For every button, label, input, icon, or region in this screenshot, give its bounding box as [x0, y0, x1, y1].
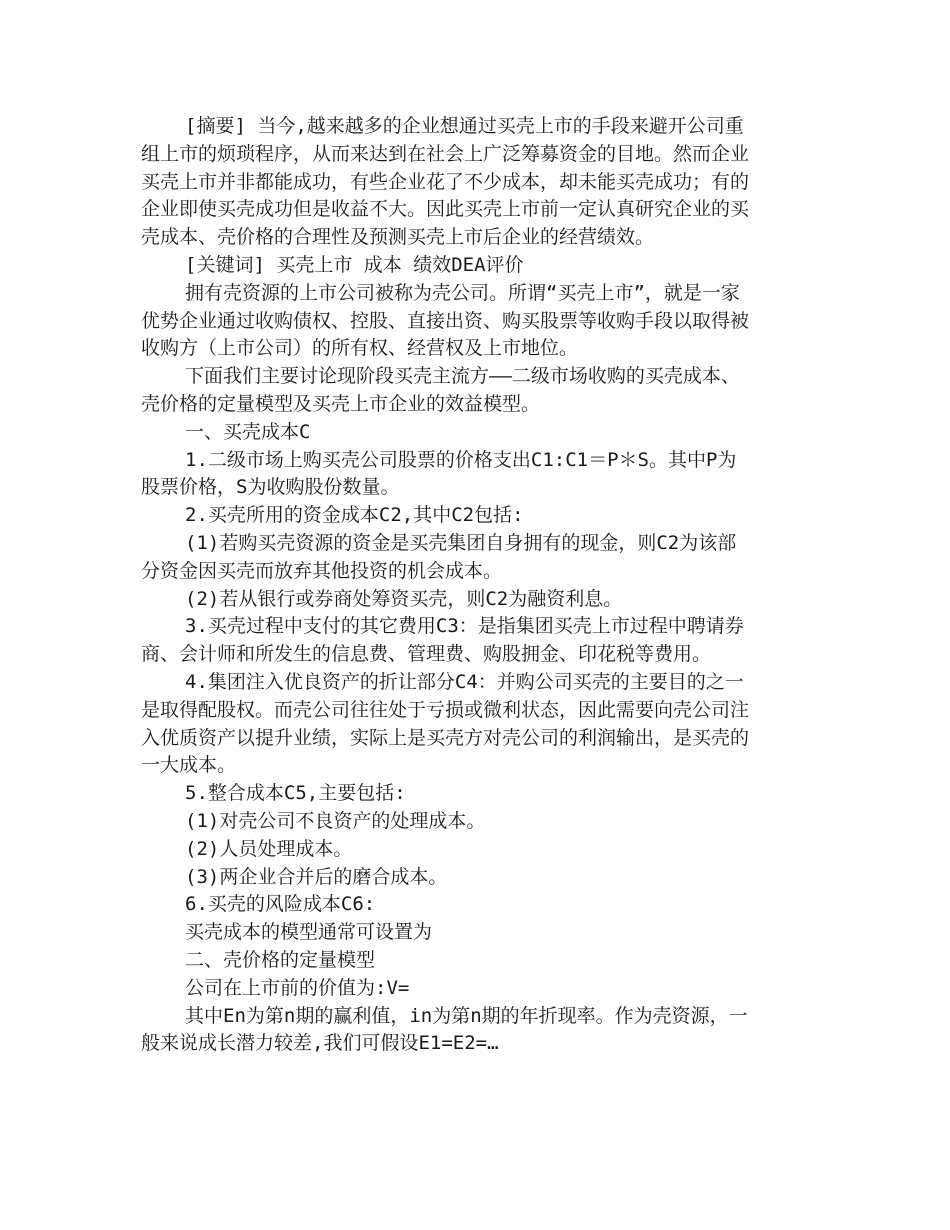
cost-item-c1: 1.二级市场上购买壳公司股票的价格支出C1:C1＝P＊S。其中P为股票价格，S为收购股份数量。: [141, 448, 737, 499]
discussion-paragraph: 下面我们主要讨论现阶段买壳主流方——二级市场收购的买壳成本、壳价格的定量模型及买壳上市企业的效益模型。: [141, 365, 740, 415]
cost-model-line: 买壳成本的模型通常可设置为: [185, 921, 433, 944]
cost-item-c5-sub2: (2)人员处理成本。: [185, 837, 353, 860]
cost-item-c5-sub1: (1)对壳公司不良资产的处理成本。: [185, 809, 486, 832]
section-heading-cost: 一、买壳成本C: [185, 420, 311, 443]
cost-item-c3: 3.买壳过程中支付的其它费用C3：是指集团买壳上市过程中聘请券商、会计师和所发生的信息费、管理费、购股拥金、印花税等费用。: [141, 615, 744, 666]
cost-item-c2-sub2: (2)若从银行或券商处筹资买壳，则C2为融资利息。: [185, 587, 623, 610]
document-body: [141, 113, 751, 1058]
keywords-paragraph: [关键词] 买壳上市 成本 绩效DEA评价: [185, 253, 524, 276]
valuation-line: 公司在上市前的价值为:V=: [185, 976, 410, 999]
valuation-explanation: 其中En为第n期的赢利值，in为第n期的年折现率。作为壳资源，一般来说成长潜力较差,我们可假设E1=E2=…: [141, 1004, 748, 1055]
abstract-paragraph: [摘要] 当今,越来越多的企业想通过买壳上市的手段来避开公司重组上市的烦琐程序，从而来达到在社会上广泛筹募资金的目地。然而企业买壳上市并非都能成功，有些企业花了不少成本，却未能买壳成功；有的企业即使买壳成功但是收益不大。因此买壳上市前一定认真研究企业的买壳成本、壳价格的合理性及预测买壳上市后企业的经营绩效。: [141, 115, 750, 249]
cost-item-c5: 5.整合成本C5,主要包括:: [185, 782, 406, 805]
cost-item-c2: 2.买壳所用的资金成本C2,其中C2包括:: [185, 504, 524, 527]
intro-paragraph: 拥有壳资源的上市公司被称为壳公司。所谓“买壳上市”，就是一家优势企业通过收购债权、控股、直接出资、购买股票等收购手段以取得被收购方（上市公司）的所有权、经营权及上市地位。: [141, 281, 750, 360]
section-heading-price: 二、壳价格的定量模型: [185, 948, 376, 971]
cost-item-c6: 6.买壳的风险成本C6:: [185, 893, 376, 916]
cost-item-c2-sub1: (1)若购买壳资源的资金是买壳集团自身拥有的现金，则C2为该部分资金因买壳而放弃其他投资的机会成本。: [141, 531, 737, 582]
cost-item-c4: 4.集团注入优良资产的折让部分C4：并购公司买壳的主要目的之一是取得配股权。而壳公司往往处于亏损或微利状态，因此需要向壳公司注入优质资产以提升业绩，实际上是买壳方对壳公司的利润输出，是买壳的一大成本。: [141, 670, 750, 777]
cost-item-c5-sub3: (3)两企业合并后的磨合成本。: [185, 865, 448, 888]
